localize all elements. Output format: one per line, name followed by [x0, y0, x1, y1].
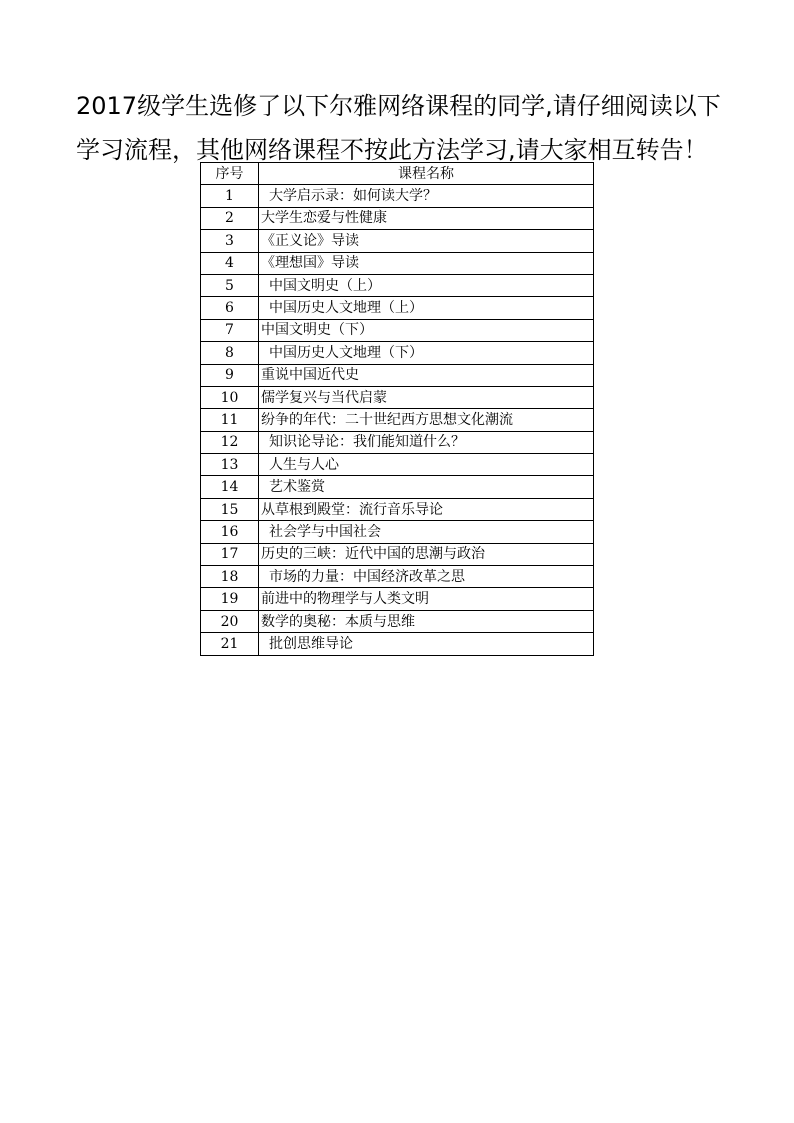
course-name: 大学启示录：如何读大学？ — [259, 185, 594, 207]
course-number: 18 — [201, 566, 259, 588]
table-row — [201, 342, 594, 364]
course-name: 《正义论》导读 — [259, 230, 594, 252]
course-number: 1 — [201, 185, 259, 207]
intro-line-2: 学习流程，其他网络课程不按此方法学习,请大家相互转告！ — [76, 136, 708, 164]
table-row — [201, 185, 594, 207]
table-row — [201, 386, 594, 408]
course-number: 8 — [201, 342, 259, 364]
course-name: 批创思维导论 — [259, 633, 594, 655]
header-row — [201, 163, 594, 185]
course-name: 重说中国近代史 — [259, 364, 594, 386]
table-row — [201, 207, 594, 229]
course-name: 社会学与中国社会 — [259, 521, 594, 543]
course-table-body — [201, 185, 594, 655]
course-number: 11 — [201, 409, 259, 431]
course-number: 19 — [201, 588, 259, 610]
course-name: 中国历史人文地理（下） — [259, 342, 594, 364]
course-number: 7 — [201, 319, 259, 341]
table-row — [201, 230, 594, 252]
course-table — [200, 162, 594, 656]
course-number: 16 — [201, 521, 259, 543]
course-name: 数学的奥秘：本质与思维 — [259, 610, 594, 632]
course-number: 10 — [201, 386, 259, 408]
table-row — [201, 364, 594, 386]
table-row — [201, 588, 594, 610]
course-number: 4 — [201, 252, 259, 274]
course-name: 纷争的年代：二十世纪西方思想文化潮流 — [259, 409, 594, 431]
intro-text — [76, 84, 736, 172]
course-name: 中国文明史（下） — [259, 319, 594, 341]
header-course-name: 课程名称 — [259, 163, 594, 185]
course-name: 大学生恋爱与性健康 — [259, 207, 594, 229]
course-name: 前进中的物理学与人类文明 — [259, 588, 594, 610]
course-name: 市场的力量：中国经济改革之思 — [259, 566, 594, 588]
table-row — [201, 297, 594, 319]
course-table-header — [201, 163, 594, 185]
course-number: 17 — [201, 543, 259, 565]
course-name: 从草根到殿堂：流行音乐导论 — [259, 498, 594, 520]
table-row — [201, 409, 594, 431]
table-row — [201, 633, 594, 655]
header-number: 序号 — [201, 163, 259, 185]
course-number: 14 — [201, 476, 259, 498]
course-number: 12 — [201, 431, 259, 453]
course-name: 中国文明史（上） — [259, 274, 594, 296]
table-row — [201, 521, 594, 543]
table-row — [201, 476, 594, 498]
table-row — [201, 543, 594, 565]
course-number: 6 — [201, 297, 259, 319]
table-row — [201, 319, 594, 341]
intro-line-1: 2017级学生选修了以下尔雅网络课程的同学,请仔细阅读以下 — [76, 92, 721, 120]
table-row — [201, 498, 594, 520]
course-number: 3 — [201, 230, 259, 252]
course-name: 中国历史人文地理（上） — [259, 297, 594, 319]
course-name: 儒学复兴与当代启蒙 — [259, 386, 594, 408]
course-name: 艺术鉴赏 — [259, 476, 594, 498]
course-number: 21 — [201, 633, 259, 655]
table-row — [201, 252, 594, 274]
course-name: 历史的三峡：近代中国的思潮与政治 — [259, 543, 594, 565]
course-number: 5 — [201, 274, 259, 296]
course-name: 《理想国》导读 — [259, 252, 594, 274]
course-number: 9 — [201, 364, 259, 386]
course-number: 15 — [201, 498, 259, 520]
course-number: 13 — [201, 454, 259, 476]
table-row — [201, 610, 594, 632]
course-number: 2 — [201, 207, 259, 229]
course-name: 人生与人心 — [259, 454, 594, 476]
table-row — [201, 274, 594, 296]
course-name: 知识论导论：我们能知道什么？ — [259, 431, 594, 453]
table-row — [201, 454, 594, 476]
table-row — [201, 566, 594, 588]
course-number: 20 — [201, 610, 259, 632]
table-row — [201, 431, 594, 453]
